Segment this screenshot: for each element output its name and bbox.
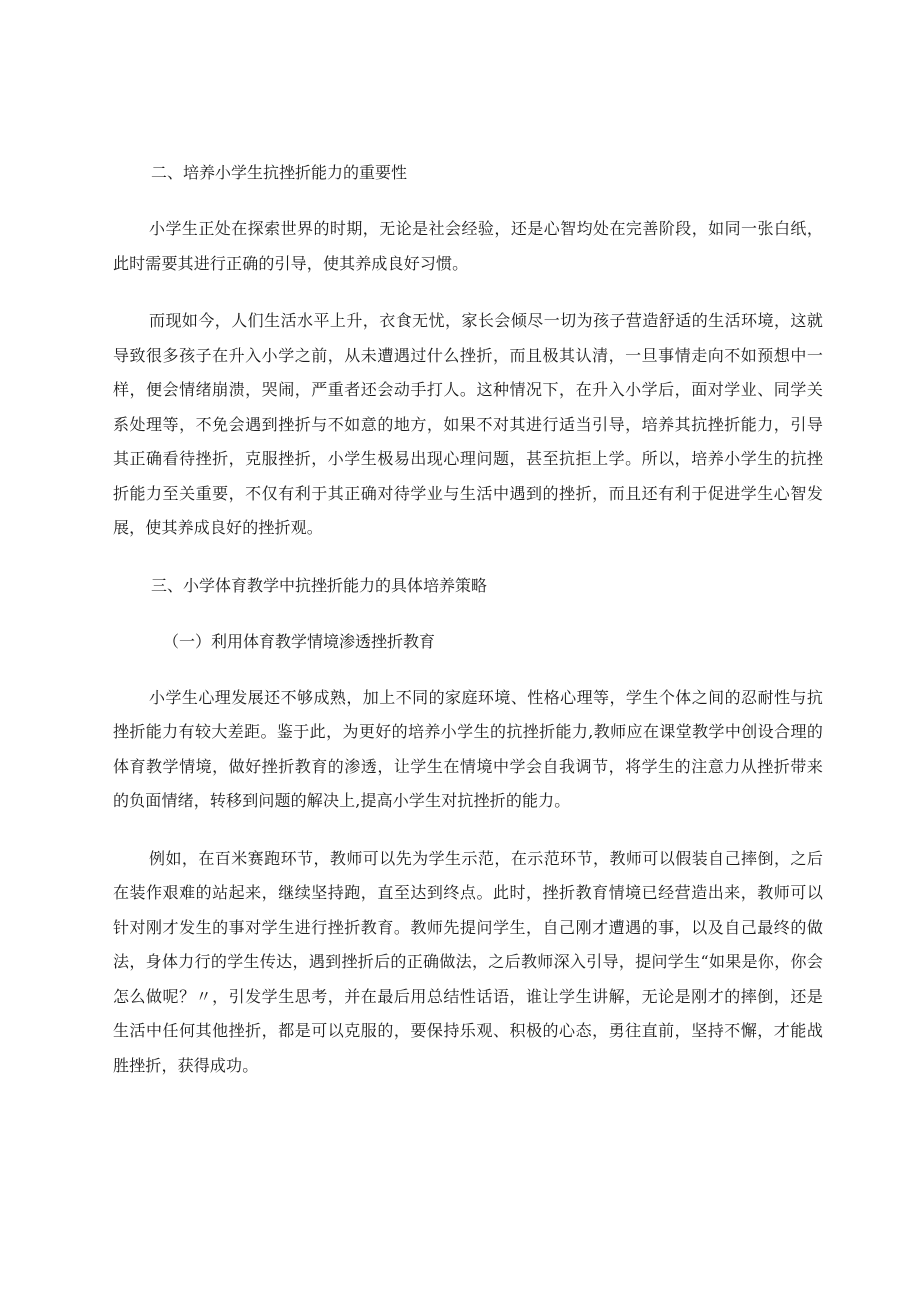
spacer <box>113 190 823 212</box>
paragraph-2: 而现如今，人们生活水平上升，衣食无忧，家长会倾尽一切为孩子营造舒适的生活环境，这就导致很多孩子在升入小学之前，从未遭遇过什么挫折，而且极其认清，一旦事情走向不如预想中一样，便会情绪崩溃，哭闹，严重者还会动手打人。这种情况下，在升入小学后，面对学业、同学关系处理等，不免会遇到挫折与不如意的地方，如果不对其进行适当引导，培养其抗挫折能力，引导其正确看待挫折，克服挫折，小学生极易出现心理问题，甚至抗拒上学。所以，培养小学生的抗挫折能力至关重要，不仅有利于其正确对待学业与生活中遇到的挫折，而且还有利于促进学生心智发展，使其养成良好的挫折观。 <box>113 311 823 537</box>
section-3-heading: 三、小学体育教学中抗挫折能力的具体培养策略 <box>151 575 488 595</box>
spacer <box>113 659 823 681</box>
section-2-heading: 二、培养小学生抗挫折能力的重要性 <box>151 163 408 182</box>
paragraph-3: 小学生心理发展还不够成熟，加上不同的家庭环境、性格心理等，学生个体之间的忍耐性与抗挫折能力有较大差距。鉴于此，为更好的培养小学生的抗挫折能力,教师应在课堂教学中创设合理的体育教学情境，做好挫折教育的渗透，让学生在情境中学会自我调节，将学生的注意力从挫折带来的负面情绪，转移到问题的解决上,提高小学生对抗挫折的能力。 <box>113 687 823 810</box>
paragraph-4: 例如，在百米赛跑环节，教师可以先为学生示范，在示范环节，教师可以假装自己摔倒，之后在装作艰难的站起来，继续坚持跑，直至达到终点。此时，挫折教育情境已经营造出来，教师可以针对刚才发生的事对学生进行挫折教育。教师先提问学生，自己刚才遭遇的事，以及自己最终的做法，身体力行的学生传达，遇到挫折后的正确做法，之后教师深入引导，提问学生“如果是你，你会怎么做呢？〃，引发学生思考，并在最后用总结性话语，谁让学生讲解，无论是刚才的摔倒，还是生活中任何其他挫折，都是可以克服的，要保持乐观、积极的心态，勇往直前，坚持不懈，才能战胜挫折，获得成功。 <box>113 848 823 1075</box>
subsection-1-heading: （一）利用体育教学情境渗透挫折教育 <box>163 631 436 651</box>
spacer <box>113 546 823 569</box>
spacer <box>113 603 823 625</box>
spacer <box>113 819 823 842</box>
paragraph-1: 小学生正处在探索世界的时期，无论是社会经验，还是心智均处在完善阶段，如同一张白纸，此时需要其进行正确的引导，使其养成良好习惯。 <box>113 219 823 273</box>
document-body <box>113 156 823 1083</box>
spacer <box>113 281 823 304</box>
